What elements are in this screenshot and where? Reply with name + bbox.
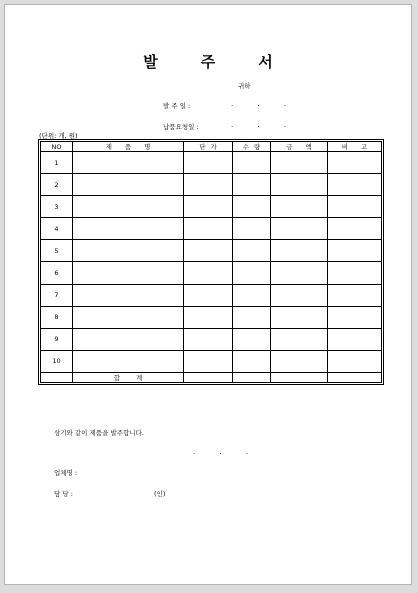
remarks-cell[interactable]: [328, 240, 382, 262]
unit-price-cell[interactable]: [184, 306, 233, 328]
delivery-date-label: 납품요청일 :: [163, 123, 199, 131]
amount-cell[interactable]: [271, 284, 328, 306]
product-cell[interactable]: [73, 328, 184, 350]
unit-price-cell[interactable]: [184, 328, 233, 350]
person-label: 담 당 :: [54, 490, 73, 498]
table-row: [41, 328, 382, 350]
unit-price-cell[interactable]: [184, 196, 233, 218]
product-cell[interactable]: [73, 284, 184, 306]
product-cell[interactable]: [73, 240, 184, 262]
table-row: [41, 218, 382, 240]
table-row: [41, 350, 382, 372]
product-cell[interactable]: [73, 218, 184, 240]
remarks-cell[interactable]: [328, 174, 382, 196]
amount-cell[interactable]: [271, 306, 328, 328]
table-row: [41, 152, 382, 174]
document-title: 발주서: [143, 53, 316, 71]
quantity-cell[interactable]: [233, 218, 271, 240]
row-number: 2: [41, 174, 73, 196]
product-cell[interactable]: [73, 196, 184, 218]
total-row: [41, 373, 382, 383]
amount-cell[interactable]: [271, 240, 328, 262]
total-quantity-cell[interactable]: [233, 373, 271, 383]
document-page: [4, 4, 412, 585]
remarks-cell[interactable]: [328, 328, 382, 350]
remarks-cell[interactable]: [328, 218, 382, 240]
row-number: 10: [41, 350, 73, 372]
table-row: [41, 240, 382, 262]
total-remarks-cell[interactable]: [328, 373, 382, 383]
quantity-cell[interactable]: [233, 262, 271, 284]
remarks-cell[interactable]: [328, 196, 382, 218]
quantity-cell[interactable]: [233, 350, 271, 372]
header-quantity: 수량: [233, 142, 271, 152]
remarks-cell[interactable]: [328, 262, 382, 284]
product-cell[interactable]: [73, 174, 184, 196]
quantity-cell[interactable]: [233, 152, 271, 174]
order-table: [40, 141, 382, 383]
header-unit-price: 단가: [184, 142, 233, 152]
product-cell[interactable]: [73, 152, 184, 174]
header-no: NO: [41, 142, 73, 152]
unit-price-cell[interactable]: [184, 350, 233, 372]
recipient-suffix: 귀하: [238, 82, 251, 90]
row-number: 5: [41, 240, 73, 262]
header-product: 제품명: [73, 142, 184, 152]
remarks-cell[interactable]: [328, 284, 382, 306]
quantity-cell[interactable]: [233, 240, 271, 262]
amount-cell[interactable]: [271, 350, 328, 372]
unit-price-cell[interactable]: [184, 218, 233, 240]
header-amount: 금액: [271, 142, 328, 152]
unit-price-cell[interactable]: [184, 240, 233, 262]
quantity-cell[interactable]: [233, 196, 271, 218]
table-header-row: [41, 142, 382, 152]
remarks-cell[interactable]: [328, 152, 382, 174]
amount-cell[interactable]: [271, 328, 328, 350]
amount-cell[interactable]: [271, 196, 328, 218]
statement-date: . . .: [193, 448, 260, 456]
amount-cell[interactable]: [271, 174, 328, 196]
quantity-cell[interactable]: [233, 328, 271, 350]
quantity-cell[interactable]: [233, 284, 271, 306]
unit-price-cell[interactable]: [184, 262, 233, 284]
order-table-frame: [38, 139, 384, 385]
total-label: 합계: [73, 373, 184, 383]
unit-price-cell[interactable]: [184, 174, 233, 196]
table-row: [41, 284, 382, 306]
row-number: 9: [41, 328, 73, 350]
company-label: 업체명 :: [54, 469, 78, 477]
unit-note: (단위: 개, 원): [39, 132, 78, 140]
header-remarks: 비고: [328, 142, 382, 152]
remarks-cell[interactable]: [328, 306, 382, 328]
order-date-label: 발 주 일 :: [163, 102, 191, 110]
amount-cell[interactable]: [271, 152, 328, 174]
row-number: 8: [41, 306, 73, 328]
table-row: [41, 306, 382, 328]
row-number: 4: [41, 218, 73, 240]
seal-mark: (인): [154, 490, 166, 498]
total-no-cell: [41, 373, 73, 383]
quantity-cell[interactable]: [233, 306, 271, 328]
unit-price-cell[interactable]: [184, 284, 233, 306]
order-statement: 상기와 같이 제품을 발주합니다.: [54, 429, 144, 437]
order-date-value: . . .: [231, 100, 298, 108]
amount-cell[interactable]: [271, 262, 328, 284]
product-cell[interactable]: [73, 262, 184, 284]
quantity-cell[interactable]: [233, 174, 271, 196]
remarks-cell[interactable]: [328, 350, 382, 372]
amount-cell[interactable]: [271, 218, 328, 240]
row-number: 7: [41, 284, 73, 306]
table-row: [41, 196, 382, 218]
table-row: [41, 262, 382, 284]
row-number: 3: [41, 196, 73, 218]
total-unit-price-cell[interactable]: [184, 373, 233, 383]
row-number: 6: [41, 262, 73, 284]
product-cell[interactable]: [73, 350, 184, 372]
delivery-date-value: . . .: [231, 121, 298, 129]
product-cell[interactable]: [73, 306, 184, 328]
total-amount-cell[interactable]: [271, 373, 328, 383]
table-row: [41, 174, 382, 196]
row-number: 1: [41, 152, 73, 174]
unit-price-cell[interactable]: [184, 152, 233, 174]
